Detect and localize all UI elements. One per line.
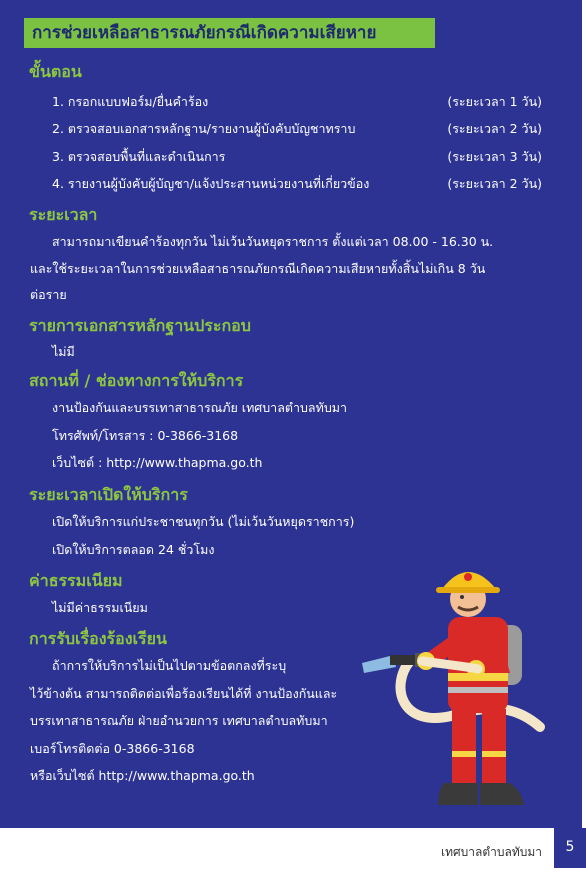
fee-heading: ค่าธรรมเนียม: [29, 571, 123, 590]
duration-line-2: และใช้ระยะเวลาในการช่วยเหลือสาธารณภัยกรณีเกิดความเสียหายทั้งสิ้นไม่เกิน 8 วัน: [30, 261, 486, 276]
place-office: งานป้องกันและบรรเทาสาธารณภัย เทศบาลตำบลทับมา: [52, 400, 348, 415]
step-4: [52, 174, 542, 194]
step-4-duration: (ระยะเวลา 2 วัน): [447, 176, 542, 191]
footer-org: เทศบาลตำบลทับมา: [440, 845, 542, 859]
page-footer: [0, 828, 586, 880]
place-heading: สถานที่ / ช่องทางการให้บริการ: [29, 371, 244, 390]
duration-heading: ระยะเวลา: [29, 205, 98, 224]
step-4-text: 4. รายงานผู้บังคับผู้บัญชา/แจ้งประสานหน่วยงานที่เกี่ยวข้อง: [52, 176, 370, 191]
documents-heading: รายการเอกสารหลักฐานประกอบ: [29, 316, 251, 335]
complaint-line-3: บรรเทาสาธารณภัย ฝ่ายอำนวยการ เทศบาลตำบลทับมา: [30, 713, 328, 728]
complaint-heading: การรับเรื่องร้องเรียน: [29, 629, 167, 648]
hours-line-2: เปิดให้บริการตลอด 24 ชั่วโมง: [52, 542, 215, 557]
page-title: การช่วยเหลือสาธารณภัยกรณีเกิดความเสียหาย: [32, 23, 377, 43]
fee-text: ไม่มีค่าธรรมเนียม: [52, 600, 148, 615]
step-1-duration: (ระยะเวลา 1 วัน): [447, 94, 542, 109]
step-3: [52, 147, 542, 167]
step-2: [52, 119, 542, 139]
place-phone: โทรศัพท์/โทรสาร : 0-3866-3168: [52, 428, 239, 443]
hours-heading: ระยะเวลาเปิดให้บริการ: [29, 485, 188, 504]
steps-heading: ขั้นตอน: [29, 62, 82, 81]
step-1-text: 1. กรอกแบบฟอร์ม/ยื่นคำร้อง: [52, 94, 209, 109]
place-website: เว็บไซต์ : http://www.thapma.go.th: [52, 455, 263, 470]
page-number: 5: [554, 828, 586, 868]
step-3-duration: (ระยะเวลา 3 วัน): [447, 149, 542, 164]
step-3-text: 3. ตรวจสอบพื้นที่และดำเนินการ: [52, 149, 226, 164]
duration-line-1: สามารถมาเขียนคำร้องทุกวัน ไม่เว้นวันหยุดราชการ ตั้งแต่เวลา 08.00 - 16.30 น.: [52, 234, 494, 249]
complaint-line-5: หรือเว็บไซต์ http://www.thapma.go.th: [30, 768, 255, 783]
step-2-duration: (ระยะเวลา 2 วัน): [447, 121, 542, 136]
documents-text: ไม่มี: [52, 344, 75, 359]
duration-line-3: ต่อราย: [30, 287, 67, 302]
title-banner: [24, 18, 435, 48]
firefighter-illustration: [360, 555, 580, 825]
step-1: [52, 92, 542, 112]
hours-line-1: เปิดให้บริการแก่ประชาชนทุกวัน (ไม่เว้นวันหยุดราชการ): [52, 514, 355, 529]
complaint-line-1: ถ้าการให้บริการไม่เป็นไปตามข้อตกลงที่ระบุ: [52, 658, 287, 673]
complaint-line-4: เบอร์โทรติดต่อ 0-3866-3168: [30, 741, 195, 756]
complaint-line-2: ไว้ข้างต้น สามารถติดต่อเพื่อร้องเรียนได้ที่ งานป้องกันและ: [30, 686, 338, 701]
step-2-text: 2. ตรวจสอบเอกสารหลักฐาน/รายงานผู้บังคับบัญชาทราบ: [52, 121, 356, 136]
